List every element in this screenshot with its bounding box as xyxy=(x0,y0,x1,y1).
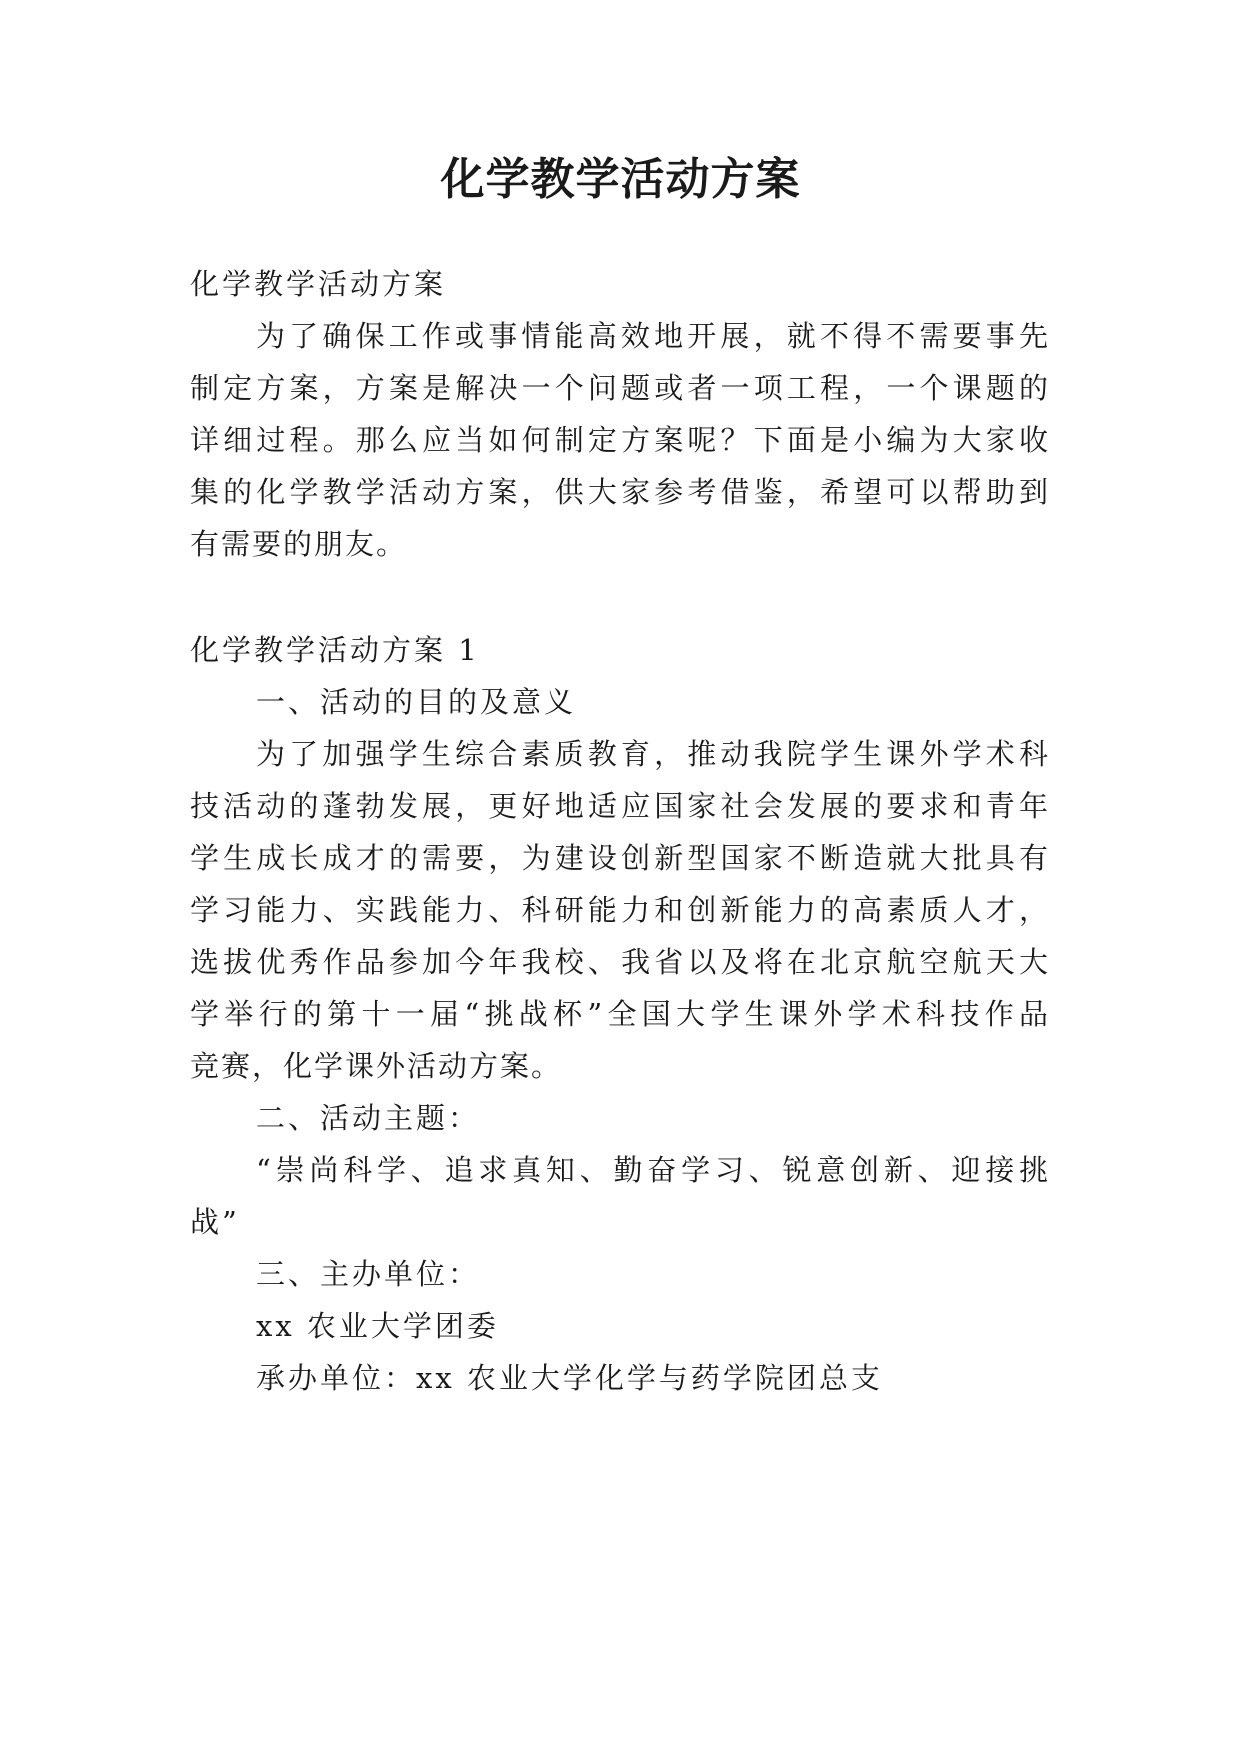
organizer-unit: 承办单位：xx 农业大学化学与药学院团总支 xyxy=(256,1361,883,1395)
theme-line-2: 战” xyxy=(190,1205,240,1239)
section-1-heading: 化学教学活动方案 1 xyxy=(190,633,480,667)
document-title: 化学教学活动方案 xyxy=(440,154,801,205)
intro-line-3: 详细过程。那么应当如何制定方案呢？下面是小编为大家收 xyxy=(190,423,1048,457)
part-2-heading: 二、活动主题： xyxy=(256,1101,481,1135)
part-1-line-6: 学举行的第十一届“挑战杯”全国大学生课外学术科技作品 xyxy=(190,997,1048,1031)
part-1-line-3: 学生成长成才的需要，为建设创新型国家不断造就大批具有 xyxy=(190,841,1048,875)
host-unit: xx 农业大学团委 xyxy=(256,1309,499,1343)
intro-heading: 化学教学活动方案 xyxy=(190,267,447,301)
part-1-line-2: 技活动的蓬勃发展，更好地适应国家社会发展的要求和青年 xyxy=(190,789,1048,823)
part-1-line-7: 竞赛，化学课外活动方案。 xyxy=(190,1049,563,1083)
intro-line-4: 集的化学教学活动方案，供大家参考借鉴，希望可以帮助到 xyxy=(190,475,1048,509)
intro-line-5: 有需要的朋友。 xyxy=(190,527,408,561)
theme-line-1: “崇尚科学、追求真知、勤奋学习、锐意创新、迎接挑 xyxy=(256,1153,1048,1187)
part-1-line-1: 为了加强学生综合素质教育，推动我院学生课外学术科 xyxy=(256,737,1048,771)
intro-line-1: 为了确保工作或事情能高效地开展，就不得不需要事先 xyxy=(256,319,1048,353)
part-1-heading: 一、活动的目的及意义 xyxy=(256,685,577,719)
intro-line-2: 制定方案，方案是解决一个问题或者一项工程，一个课题的 xyxy=(190,371,1048,405)
part-3-heading: 三、主办单位： xyxy=(256,1257,481,1291)
part-1-line-4: 学习能力、实践能力、科研能力和创新能力的高素质人才， xyxy=(190,893,1048,927)
part-1-line-5: 选拔优秀作品参加今年我校、我省以及将在北京航空航天大 xyxy=(190,945,1048,979)
